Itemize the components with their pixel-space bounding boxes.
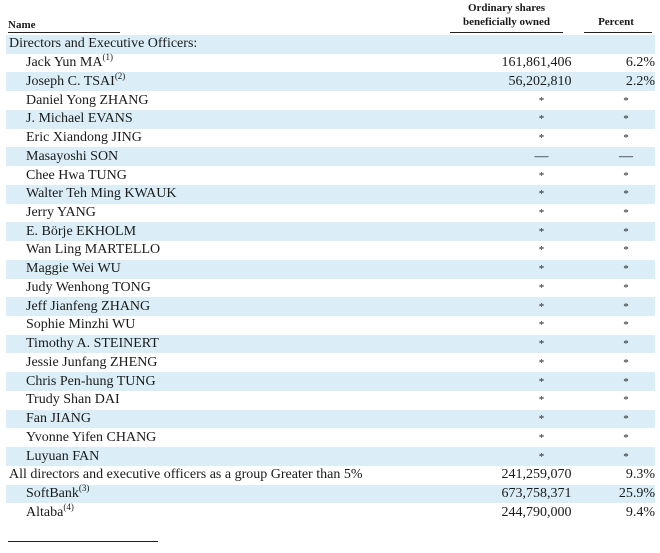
row-shares-cell <box>454 72 578 91</box>
row-name: Maggie Wei WU <box>26 261 121 277</box>
row-percent-cell <box>590 391 655 410</box>
row-shares: * <box>538 300 545 313</box>
row-percent-cell <box>590 410 655 429</box>
table-row <box>6 222 655 241</box>
row-shares-cell <box>454 372 578 391</box>
footnote-ref: (2) <box>114 70 126 81</box>
row-shares-cell <box>454 222 578 241</box>
row-shares: * <box>538 132 545 145</box>
row-name-cell <box>6 279 454 298</box>
footnote-ref: (4) <box>63 501 74 512</box>
row-shares: 241,259,070 <box>501 467 572 483</box>
column-gap <box>577 297 589 316</box>
row-name: Jessie Junfang ZHENG <box>26 354 158 370</box>
row-shares-cell <box>454 129 578 148</box>
row-shares: * <box>538 338 545 351</box>
table-row <box>6 54 655 73</box>
column-gap <box>577 241 589 260</box>
table-row <box>6 428 655 447</box>
row-percent: * <box>623 263 629 276</box>
row-percent: * <box>623 450 629 463</box>
column-gap <box>577 129 589 148</box>
row-shares: 244,790,000 <box>501 504 572 520</box>
row-percent: * <box>623 300 629 313</box>
header-shares <box>450 1 563 29</box>
header-rule-percent <box>584 32 652 33</box>
row-name: Luyuan FAN <box>26 448 100 464</box>
row-percent-cell <box>590 297 655 316</box>
row-percent: * <box>623 132 629 145</box>
row-percent: — <box>619 148 633 164</box>
row-shares-cell <box>454 391 578 410</box>
column-gap <box>577 316 589 335</box>
row-name: All directors and executive officers as a group Greater than 5% <box>9 467 363 483</box>
row-percent: 9.3% <box>625 467 655 483</box>
row-shares: * <box>538 356 545 369</box>
row-percent-cell <box>590 35 655 54</box>
row-name: Timothy A. STEINERT <box>26 336 159 352</box>
table-row <box>6 72 655 91</box>
table-row <box>6 353 655 372</box>
table-row <box>6 410 655 429</box>
row-name-cell <box>6 185 454 204</box>
row-name-cell <box>6 91 454 110</box>
row-shares: * <box>538 263 545 276</box>
header-rule-name <box>8 32 120 33</box>
row-shares: * <box>538 225 545 238</box>
row-shares-cell <box>454 410 578 429</box>
row-name-cell <box>6 353 454 372</box>
row-shares: * <box>538 375 545 388</box>
column-gap <box>577 185 589 204</box>
row-shares-cell <box>454 447 578 466</box>
row-percent: * <box>623 206 629 219</box>
row-name: Yvonne Yifen CHANG <box>26 429 157 445</box>
row-shares: * <box>538 206 545 219</box>
row-percent: * <box>623 319 629 332</box>
table-row <box>6 241 655 260</box>
row-shares: 161,861,406 <box>501 55 572 71</box>
row-name-cell <box>6 316 454 335</box>
row-shares-cell <box>454 297 578 316</box>
table-row <box>6 316 655 335</box>
row-name: Masayoshi SON <box>26 148 119 164</box>
row-shares-cell <box>454 485 578 504</box>
row-name-cell <box>6 260 454 279</box>
row-name-cell <box>6 297 454 316</box>
row-shares-cell <box>454 260 578 279</box>
table-row <box>6 297 655 316</box>
row-shares: * <box>538 413 545 426</box>
header-shares-line2: beneficially owned <box>462 16 551 28</box>
row-name: Walter Teh Ming KWAUK <box>26 186 177 202</box>
row-shares: * <box>538 188 545 201</box>
row-name-cell <box>6 54 454 73</box>
column-gap <box>577 466 589 485</box>
row-percent-cell <box>590 91 655 110</box>
row-percent: * <box>623 413 629 426</box>
row-name-cell <box>6 147 454 166</box>
row-shares-cell <box>454 279 578 298</box>
row-name: Fan JIANG <box>26 411 91 427</box>
row-name: J. Michael EVANS <box>26 111 133 127</box>
column-gap <box>577 91 589 110</box>
table-row <box>6 335 655 354</box>
row-name: Joseph C. TSAI <box>26 73 115 89</box>
row-percent-cell <box>590 129 655 148</box>
header-percent: Percent <box>598 16 634 28</box>
row-name-cell <box>6 466 454 485</box>
row-shares-cell <box>454 91 578 110</box>
row-percent-cell <box>590 466 655 485</box>
row-percent-cell <box>590 279 655 298</box>
table-row <box>6 129 655 148</box>
row-percent-cell <box>590 485 655 504</box>
row-percent-cell <box>590 241 655 260</box>
row-name-cell <box>6 335 454 354</box>
row-name: Daniel Yong ZHANG <box>26 92 149 108</box>
table-row <box>6 466 655 485</box>
column-gap <box>577 335 589 354</box>
row-shares-cell <box>454 35 578 54</box>
row-percent-cell <box>590 316 655 335</box>
row-percent-cell <box>590 353 655 372</box>
column-gap <box>577 260 589 279</box>
footnote-ref: (3) <box>78 482 90 493</box>
row-name-cell <box>6 428 454 447</box>
row-shares: * <box>538 281 545 294</box>
row-percent-cell <box>590 166 655 185</box>
row-shares-cell <box>454 204 578 223</box>
row-percent-cell <box>590 110 655 129</box>
row-percent-cell <box>590 222 655 241</box>
table-row <box>6 147 655 166</box>
table-row <box>6 166 655 185</box>
row-percent: * <box>623 94 629 107</box>
row-shares: * <box>538 94 545 107</box>
row-percent: * <box>623 225 629 238</box>
row-percent: 25.9% <box>618 485 655 501</box>
row-shares-cell <box>454 54 578 73</box>
row-name: Directors and Executive Officers: <box>9 36 198 52</box>
column-gap <box>577 410 589 429</box>
row-shares-cell <box>454 147 578 166</box>
row-percent-cell <box>590 372 655 391</box>
row-shares: * <box>538 450 545 463</box>
row-percent: * <box>623 281 629 294</box>
column-gap <box>577 372 589 391</box>
table-row <box>6 260 655 279</box>
row-shares-cell <box>454 316 578 335</box>
column-gap <box>577 391 589 410</box>
column-gap <box>577 485 589 504</box>
table-row <box>6 91 655 110</box>
column-gap <box>577 35 589 54</box>
column-gap <box>577 110 589 129</box>
ownership-table <box>6 35 655 522</box>
row-percent: * <box>623 394 629 407</box>
table-row <box>6 110 655 129</box>
row-shares-cell <box>454 466 578 485</box>
row-shares-cell <box>454 185 578 204</box>
row-shares: * <box>538 169 545 182</box>
header-name: Name <box>8 19 36 31</box>
row-percent: 2.2% <box>625 73 655 89</box>
row-name: Jack Yun MA <box>26 55 103 71</box>
row-name-cell <box>6 129 454 148</box>
row-percent-cell <box>590 260 655 279</box>
row-name: Chris Pen-hung TUNG <box>26 373 156 389</box>
column-gap <box>577 428 589 447</box>
row-name: SoftBank <box>26 485 79 501</box>
footnote-rule <box>8 541 158 542</box>
row-name-cell <box>6 110 454 129</box>
row-shares-cell <box>454 110 578 129</box>
row-name-cell <box>6 482 454 504</box>
row-name: Wan Ling MARTELLO <box>26 242 161 258</box>
row-name: Chee Hwa TUNG <box>26 167 127 183</box>
table-row <box>6 485 655 504</box>
row-shares-cell <box>454 335 578 354</box>
row-name: Sophie Minzhi WU <box>26 317 136 333</box>
row-name-cell <box>6 204 454 223</box>
row-name-cell <box>6 410 454 429</box>
header-rule-shares <box>450 32 563 33</box>
row-shares: * <box>538 431 545 444</box>
table-row <box>6 391 655 410</box>
row-percent: 9.4% <box>625 504 655 520</box>
row-percent-cell <box>590 72 655 91</box>
row-name-cell <box>6 166 454 185</box>
row-name-cell <box>6 391 454 410</box>
row-percent: * <box>623 338 629 351</box>
row-percent-cell <box>590 503 655 522</box>
row-percent-cell <box>590 335 655 354</box>
row-shares-cell <box>454 353 578 372</box>
column-gap <box>577 447 589 466</box>
row-name-cell <box>6 35 454 54</box>
row-shares-cell <box>454 241 578 260</box>
column-gap <box>577 54 589 73</box>
row-name: Judy Wenhong TONG <box>26 279 151 295</box>
row-name: Jerry YANG <box>26 204 96 220</box>
row-name-cell <box>6 241 454 260</box>
table-row <box>6 204 655 223</box>
column-gap <box>577 72 589 91</box>
table-row <box>6 185 655 204</box>
row-name-cell <box>6 503 454 522</box>
table-header <box>0 0 660 34</box>
row-shares-cell <box>454 503 578 522</box>
row-percent: * <box>623 244 629 257</box>
row-shares-cell <box>454 428 578 447</box>
column-gap <box>577 166 589 185</box>
table-row <box>6 35 655 54</box>
row-percent: * <box>623 375 629 388</box>
row-shares-cell <box>454 166 578 185</box>
header-shares-line1: Ordinary shares <box>467 2 546 14</box>
table-row <box>6 503 655 522</box>
row-percent-cell <box>590 428 655 447</box>
column-gap <box>577 353 589 372</box>
row-percent: * <box>623 113 629 126</box>
row-shares: * <box>538 319 545 332</box>
column-gap <box>577 503 589 522</box>
column-gap <box>577 279 589 298</box>
column-gap <box>577 204 589 223</box>
column-gap <box>577 222 589 241</box>
row-percent-cell <box>590 147 655 166</box>
row-percent: * <box>623 169 629 182</box>
footnote-ref: (1) <box>102 52 113 63</box>
row-percent: * <box>623 431 629 444</box>
row-percent-cell <box>590 204 655 223</box>
table-row <box>6 279 655 298</box>
row-shares: 56,202,810 <box>508 73 572 89</box>
row-percent: * <box>623 356 629 369</box>
row-percent: 6.2% <box>625 55 655 71</box>
row-name-cell <box>6 372 454 391</box>
table-row <box>6 372 655 391</box>
row-name: Altaba <box>26 504 64 520</box>
row-percent: * <box>623 188 629 201</box>
table-row <box>6 447 655 466</box>
row-shares: * <box>538 113 545 126</box>
row-shares: — <box>534 148 549 164</box>
row-name: Trudy Shan DAI <box>26 392 120 408</box>
row-name: Eric Xiandong JING <box>26 130 142 146</box>
column-gap <box>577 147 589 166</box>
row-percent-cell <box>590 54 655 73</box>
row-shares: * <box>538 394 545 407</box>
row-name-cell <box>6 447 454 466</box>
row-shares: 673,758,371 <box>501 485 572 501</box>
row-name-cell <box>6 72 454 91</box>
row-percent-cell <box>590 447 655 466</box>
row-name-cell <box>6 222 454 241</box>
row-percent-cell <box>590 185 655 204</box>
row-name: E. Börje EKHOLM <box>26 223 137 239</box>
row-shares: * <box>538 244 545 257</box>
row-name: Jeff Jianfeng ZHANG <box>26 298 151 314</box>
